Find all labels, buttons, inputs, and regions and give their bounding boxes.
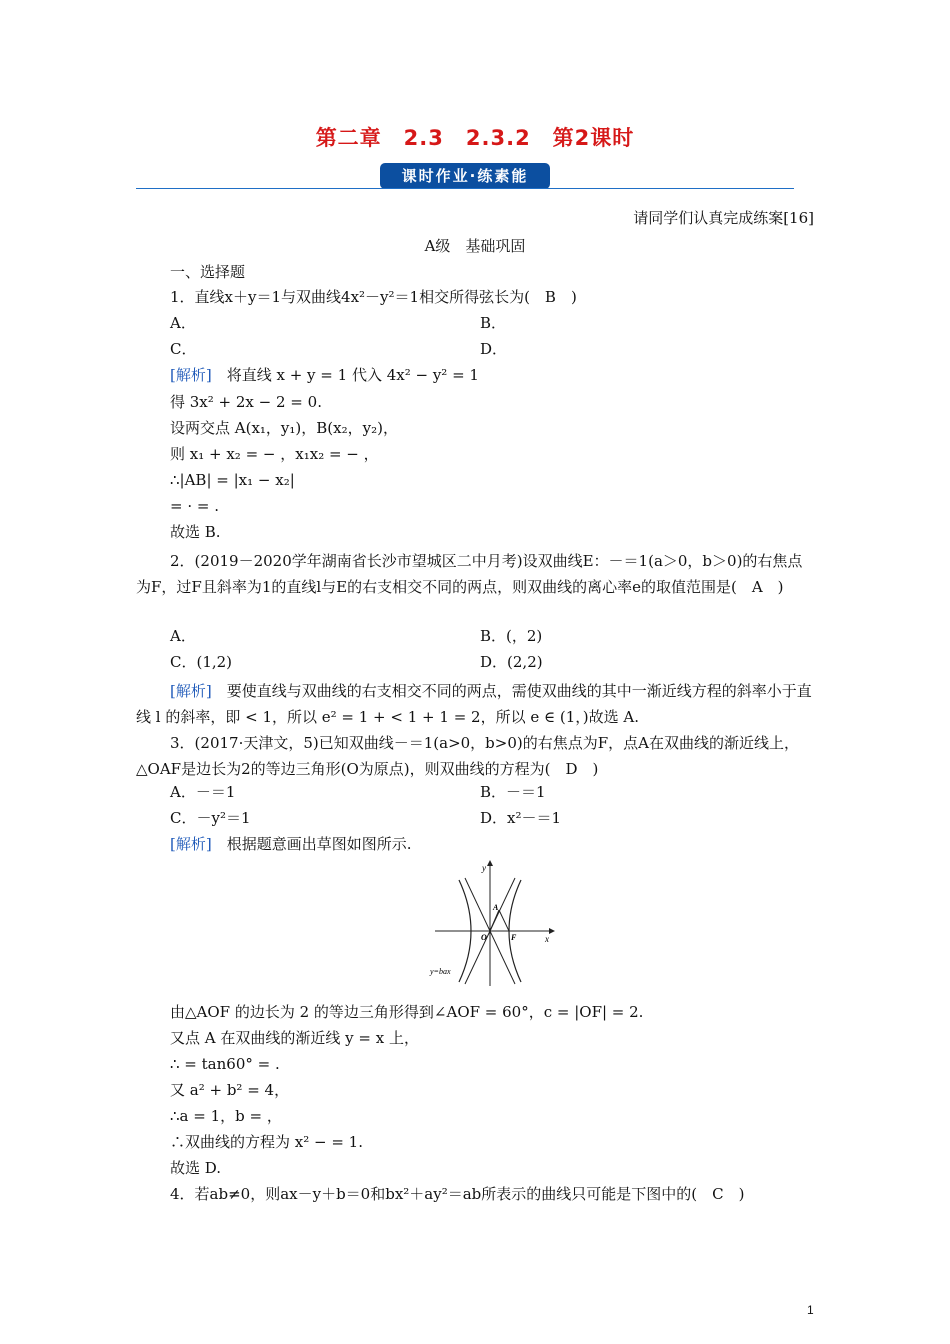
q1-option-c: C． <box>170 340 197 358</box>
page-number: 1 <box>807 1303 814 1317</box>
point-f-label: F <box>511 933 517 942</box>
q1-option-a: A． <box>170 314 196 332</box>
q3-option-b: B．－＝1 <box>480 783 546 801</box>
x-axis-arrow <box>549 928 555 934</box>
y-axis-arrow <box>487 860 493 866</box>
q3-stem: 3．(2017·天津文，5)已知双曲线－＝1(a>0，b>0)的右焦点为F，点A在双曲线的渐近线上，△OAF是边长为2的等边三角形(O为原点)，则双曲线的方程为( D ) <box>136 734 799 778</box>
q2-option-a: A． <box>170 627 196 645</box>
q3-solution-line: 故选 D. <box>170 1159 222 1177</box>
q1-solution-line: 故选 B. <box>170 523 221 541</box>
q3-option-a: A．－＝1 <box>170 783 236 801</box>
q1-solution-line: 则 x₁ + x₂ = − ，x₁x₂ = − ， <box>170 445 379 463</box>
q3-solution-first <box>170 834 412 854</box>
practice-note: 请同学们认真完成练案[16] <box>633 209 814 227</box>
asymptote-label: y=bax <box>430 967 451 976</box>
q1-solution-first <box>170 365 479 385</box>
q1-solution-line: ∴|AB| = |x₁ − x₂| <box>170 471 295 489</box>
header-rule <box>136 188 794 189</box>
homework-banner: 课时作业·练素能 <box>380 163 550 189</box>
q3-option-d: D．x²－＝1 <box>480 809 562 827</box>
segment-af <box>499 910 509 931</box>
q3-jiexi-tag: [解析] <box>170 835 212 853</box>
q1-option-b: B． <box>480 314 507 332</box>
q1-option-d: D． <box>480 340 508 358</box>
hyperbola-sketch <box>425 858 555 988</box>
point-a-label: A <box>493 903 499 912</box>
q1-solution-line: 得 3x² + 2x − 2 = 0. <box>170 393 322 411</box>
q2-option-c: C．(1,2) <box>170 653 233 671</box>
q3-solution-line: 又点 A 在双曲线的渐近线 y = x 上， <box>170 1029 419 1047</box>
q1-solution-line: 设两交点 A(x₁，y₁)，B(x₂，y₂)， <box>170 419 398 437</box>
q4-stem: 4．若ab≠0，则ax－y＋b＝0和bx²＋ay²＝ab所表示的曲线只可能是下图中的( C ) <box>170 1185 745 1203</box>
y-axis-label: y <box>482 863 486 873</box>
q2-jiexi-tag: [解析] <box>170 682 212 700</box>
q1-stem: 1．直线x＋y＝1与双曲线4x²－y²＝1相交所得弦长为( B ) <box>170 288 577 306</box>
point-o-label: O <box>481 933 487 942</box>
q2-stem: 2．(2019－2020学年湖南省长沙市望城区二中月考)设双曲线E：－＝1(a＞0，b＞0)的右焦点为F，过F且斜率为1的直线l与E的右支相交不同的两点，则双曲线的离心率e的取值范围是( A ) <box>136 552 803 596</box>
segment-oa <box>490 910 499 931</box>
level-heading: A级 基础巩固 <box>424 237 526 255</box>
q1-jiexi-tag: [解析] <box>170 366 212 384</box>
q1-jiexi-text: 将直线 x + y = 1 代入 4x² − y² = 1 <box>211 366 479 384</box>
q3-solution-line: 由△AOF 的边长为 2 的等边三角形得到∠AOF = 60°，c = |OF| = 2. <box>170 1003 644 1021</box>
q2-option-b: B．(，2) <box>480 627 543 645</box>
q2-jiexi-text: 要使直线与双曲线的右支相交不同的两点，需使双曲线的其中一渐近线方程的斜率小于直线 l 的斜率，即 < 1，所以 e² = 1 + < 1 + 1 = 2，所以 e ∈ (1，)故选 A. <box>136 682 812 726</box>
q3-option-c: C．－y²＝1 <box>170 809 251 827</box>
q3-solution-line: ∴双曲线的方程为 x² − = 1. <box>170 1133 363 1151</box>
x-axis-label: x <box>545 934 549 944</box>
section-heading: 一、选择题 <box>170 263 246 281</box>
q3-solution-line: ∴a = 1，b = ， <box>170 1107 282 1125</box>
q3-solution-line: 又 a² + b² = 4， <box>170 1081 290 1099</box>
q2-solution <box>136 678 816 730</box>
q2-option-d: D．(2,2) <box>480 653 543 671</box>
q1-solution-line: = · = . <box>170 497 219 515</box>
q3-solution-line: ∴ = tan60° = . <box>170 1055 280 1073</box>
q3-jiexi-text: 根据题意画出草图如图所示. <box>211 835 412 853</box>
chapter-title: 第二章 2.3 2.3.2 第2课时 <box>315 126 635 150</box>
